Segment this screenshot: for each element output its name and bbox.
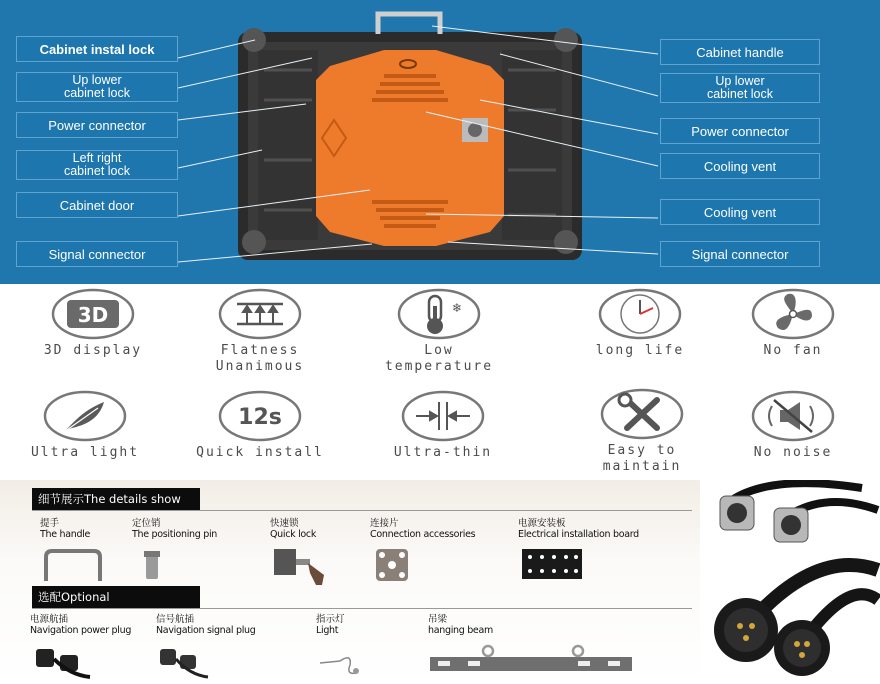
feature-long-life: [555, 288, 725, 359]
details-divider: [32, 510, 692, 511]
callout-cabinet-instal-lock: Cabinet instal lock: [16, 36, 178, 62]
feature-low-temperature: [354, 288, 524, 375]
detail-positioning-pin: [132, 518, 217, 585]
callout-cabinet-door: Cabinet door: [16, 192, 178, 218]
features-grid: [0, 284, 880, 480]
3d-icon: [50, 288, 136, 340]
optional-hanging-beam: [428, 614, 634, 681]
connector-plugs-illustration: [702, 480, 880, 684]
detail-en: The positioning pin: [132, 529, 218, 540]
optional-en: Navigation signal plug: [156, 625, 256, 636]
flatness-icon: [217, 288, 303, 340]
optional-zh: 信号航插: [156, 614, 195, 625]
detail-en: Electrical installation board: [518, 529, 639, 540]
detail-zh: 提手: [40, 518, 60, 529]
feature-3d-display: [8, 288, 178, 359]
optional-divider: [32, 608, 692, 609]
mute-icon: [750, 390, 836, 442]
installation-board-icon: [518, 545, 586, 585]
callout-power-connector-left: Power connector: [16, 112, 178, 138]
optional-zh: 电源航插: [30, 614, 69, 625]
feature-label: No noise: [753, 445, 833, 460]
signal-plug-icon: [156, 641, 216, 681]
3d-icon-text: 3D: [77, 303, 109, 327]
clock-icon: [597, 288, 683, 340]
callout-signal-connector-left: Signal connector: [16, 241, 178, 267]
detail-quick-lock: [270, 518, 330, 589]
svg-text:❄: ❄: [452, 301, 463, 315]
detail-zh: 定位销: [132, 518, 161, 529]
optional-zh: 指示灯: [316, 614, 345, 625]
callout-cooling-vent-2: Cooling vent: [660, 199, 820, 225]
feature-label: Ultra-thin: [393, 445, 493, 460]
detail-en: Quick lock: [270, 529, 317, 540]
handle-icon: [40, 545, 106, 585]
feature-no-noise: [708, 390, 878, 461]
feature-label: long life: [595, 343, 685, 358]
light-icon: [316, 641, 366, 681]
optional-en: Light: [316, 625, 339, 636]
detail-connection-accessories: [370, 518, 475, 585]
feature-ultra-light: [0, 390, 170, 461]
feature-ultra-thin: [358, 390, 528, 461]
feature-label: Easy to maintain: [602, 443, 682, 474]
connectors-photo: [702, 480, 880, 684]
detail-zh: 快速锁: [270, 518, 299, 529]
details-panel: [0, 480, 700, 684]
feature-label: Flatness Unanimous: [215, 343, 305, 374]
cabinet-diagram-panel: [0, 0, 880, 284]
feature-label: Low temperature: [384, 343, 494, 374]
detail-zh: 电源安装板: [518, 518, 566, 529]
positioning-pin-icon: [132, 545, 172, 585]
thin-icon: [400, 390, 486, 442]
optional-signal-plug: [156, 614, 256, 681]
12s-icon-text: 12s: [238, 405, 282, 430]
feature-label: Quick install: [196, 445, 324, 460]
detail-electrical-installation-board: [518, 518, 639, 585]
detail-handle: [40, 518, 106, 585]
detail-en: Connection accessories: [370, 529, 476, 540]
feature-quick-install: [175, 390, 345, 461]
callout-cooling-vent-1: Cooling vent: [660, 153, 820, 179]
callout-left-right-cabinet-lock: Left right cabinet lock: [16, 150, 178, 180]
12s-icon: [217, 390, 303, 442]
feature-label: Ultra light: [30, 445, 140, 460]
feature-label: 3D display: [43, 343, 143, 358]
fan-icon: [750, 288, 836, 340]
detail-zh: 连接片: [370, 518, 399, 529]
cabinet-illustration: [234, 10, 586, 264]
optional-header: 选配Optional: [32, 586, 200, 608]
connection-plate-icon: [370, 545, 414, 585]
optional-zh: 吊梁: [428, 614, 448, 625]
optional-en: Navigation power plug: [30, 625, 132, 636]
optional-light: [316, 614, 366, 681]
feature-flatness: [175, 288, 345, 375]
feature-easy-to-maintain: [557, 388, 727, 475]
feature-no-fan: [708, 288, 878, 359]
callout-power-connector-right: Power connector: [660, 118, 820, 144]
power-plug-icon: [30, 641, 100, 681]
optional-power-plug: [30, 614, 131, 681]
details-header: 细节展示The details show: [32, 488, 200, 510]
detail-en: The handle: [40, 529, 91, 540]
feature-label: No fan: [763, 343, 823, 358]
hanging-beam-icon: [428, 641, 634, 681]
feather-icon: [42, 390, 128, 442]
quick-lock-icon: [270, 545, 330, 589]
callout-signal-connector-right: Signal connector: [660, 241, 820, 267]
tools-icon: [599, 388, 685, 440]
thermometer-icon: [396, 288, 482, 340]
callout-up-lower-cabinet-lock-right: Up lower cabinet lock: [660, 73, 820, 103]
callout-up-lower-cabinet-lock-left: Up lower cabinet lock: [16, 72, 178, 102]
callout-cabinet-handle: Cabinet handle: [660, 39, 820, 65]
optional-en: hanging beam: [428, 625, 493, 636]
